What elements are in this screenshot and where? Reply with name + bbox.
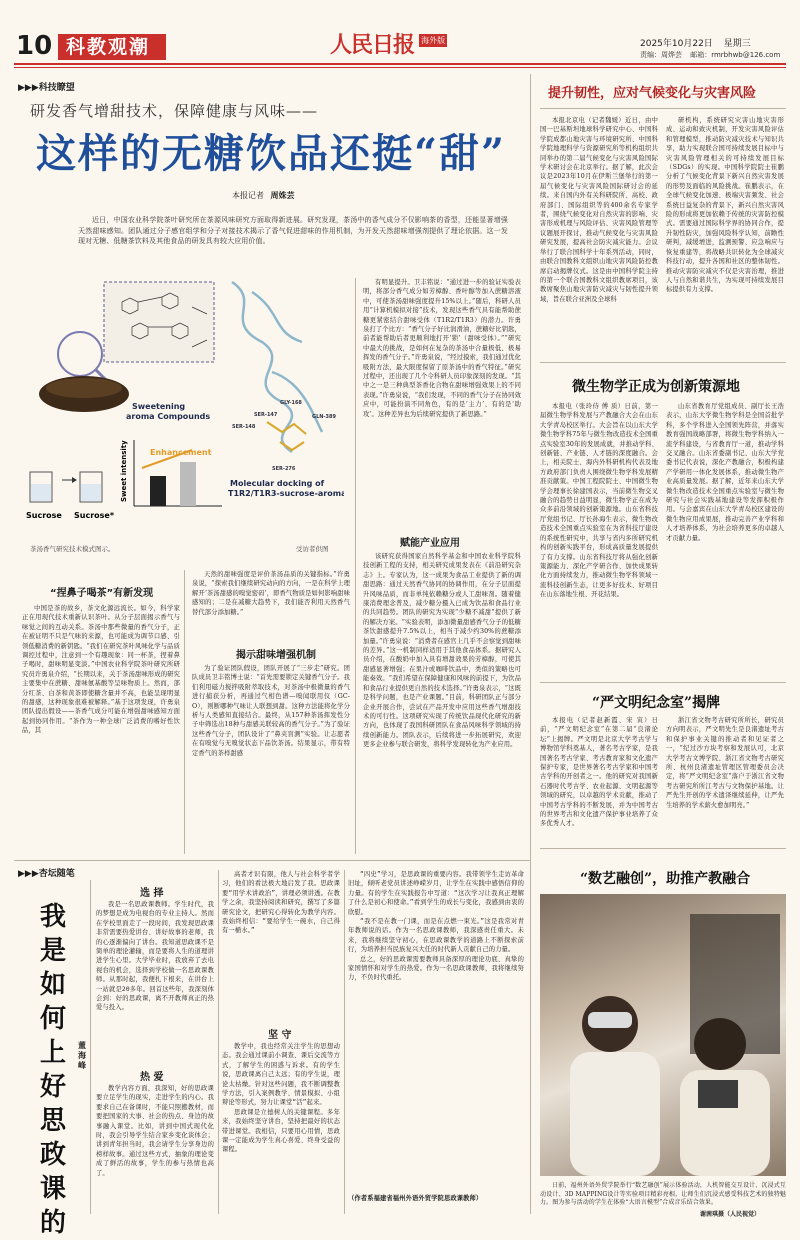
person-left-body — [570, 1052, 660, 1176]
article3-col-a: 本报电（记者赵新霞、宋 寅）日前，“严文明纪念室”在第二届“良渚论坛”上揭牌。严文明是北京大学考古学与博物馆学科奠基人，著名考古学家，是我国著名考古学家、考古教育家和文化遗产保护专家，是世界著名考古学家和中国考古学科的开创者之一。他的研究对我国新石器时代考古学、农业起源、文明起源等领域的研究，以卓越的学术贡献，推动了中国考古学科的不断发展，并为中国考古的世界考古和文化遗产保护事业培养了众多优秀人才。 — [540, 717, 658, 828]
label-sucrose: Sucrose — [26, 511, 62, 520]
figure-caption: 茶汤香气研究技术模式图示。 — [30, 545, 115, 553]
logo — [330, 28, 447, 59]
figure-credit: 受访者供图 — [296, 545, 329, 553]
label-sweet-intensity: Sweet intensity — [120, 440, 128, 502]
tablet-device — [698, 1080, 738, 1108]
editor: 责编：周烨芸 — [640, 51, 682, 59]
email: 邮箱：rmrbhwb@126.com — [690, 51, 781, 59]
residue-gly168: GLY-168 — [280, 400, 302, 406]
article2-col-b: 山东省教育厅党组成员、副厅长王浩表示，山东大学微生物学科是全国首批学科，多个学科进入全国领先阵营，并落实教育强国战略部署，将微生物学科纳入一流学科建设，与省教育厅一道，推动学科交叉融合。山东省委副书记、山东大学党委书记代表说，深化产教融合，积极构建产学研用一体化发展体系，推动微生物产业高质量发展。据了解，近年来山东大学微生物改造技术全国重点实验室与微生物研究与社会实践基地建设等发挥积极作用。与会嘉宾在山东大学青岛校区建设的微生物应用成果展，推动完善产业学科和人才培养体系，为社会培养更多的卓越人才贡献力量。 — [666, 403, 784, 542]
kicker: 研发香气增甜技术，保障健康与风味—— — [30, 102, 319, 120]
label-docking: Molecular docking of — [230, 479, 325, 488]
subhead-redai: 热 爱 — [140, 1072, 164, 1083]
article1-col-a: 本报北京电（记者魏媛）近日，由中国一巴基斯坦地球科学研究中心、中国科学院成都山地灾害与环境研究所、中国科学院地理科学与资源研究所等机构组织共同举办的第二届气候变化与灾害风险国际学术研讨会在北京举行。据了解，此次会议是2023年10月在伊斯兰堡举行的第一届气候变化与灾害风险国际研讨会的延续。来自国内外有关科研院所、高校、政府部门、国际组织等的400余名专家学者，围绕气候变化对自然灾害的影响、灾害形成机理与风险评估、灾害风险管理等议题展开探讨，推动气候变化与灾害风险研究发展，提高社会防灾减灾能力。会议举行了联合国科学十年系列活动，同时，由联合国教科文组织山地灾害风险防控教席启动揭牌仪式。这是由中国科学院主持的第一个联合国教科文组织教席项目，该教席聚焦山地灾害防灾减灾与韧性提升领域，旨在联合亚洲及全球科 — [540, 117, 658, 303]
date: 2025年10月22日 — [640, 39, 713, 49]
essay-col-2: 高者才识有限，他人与社会科学者学习，他们的看法极大地启发了我。思政课要“用学术讲政治”，讲理必须讲透。在教学之余，我坚持阅读和研究，撰写了多篇研究论文，把研究心得转化为教学内容。我始终相信：“要给学生一碗水，自己得有一桶水。” — [222, 871, 340, 935]
subhead-jianshou: 坚 守 — [268, 1030, 292, 1041]
essay-signature: （作者系福建省福州外语外贸学院思政课教师） — [348, 1195, 483, 1202]
essay-col-3: “四史”学习，是思政课的重要内容。我带领学生走访革命旧址，倾听老党员讲述峥嵘岁月，让学生在实践中感悟信仰的力量。有的学生在实践报告中写道：“这次学习让我真正理解了什么是初心和使命。”看到学生的成长与变化，我感到由衷的欣慰。 “我不是在教一门课，而是在点燃一束光。”这是我常对青年教师说的话。作为一名思政课教师，我深感责任重大。未来，我将继续坚守初心，在思政课教学的道路上不断探索前行，为培养担当民族复兴大任的时代新人贡献自己的力量。 总之，好的思政课需要教师具备深厚的理论功底、真挚的家国情怀和对学生的热爱。作为一名思政课教师，我将继续努力，不负时代重托。 — [348, 871, 524, 982]
residue-gln389: GLN-389 — [312, 414, 336, 420]
column-tag: ▶▶▶科技瞭望 — [18, 83, 75, 93]
lead-col3: 有明显提升。卫丰铭说：“通过进一步的验证实验表明，将部分香气成分如芳樟醇、香叶醇等加入蔗糖溶液中，可使茶汤甜味强度提升15%以上。”随后，科研人员用“计算机模拟对接”技术，发现这些香气具有能帮助蔗糖更紧密结合甜味受体（T1R2/T1R3）的潜力。许勇泉打了个比方：“香气分子好比润滑油，蔗糖好比钥匙，前者能帮助后者更顺利地打开‘锁’（甜味受体）。”“研究中最大的挑战，是如何在复杂的茶汤中合量极低、极易挥发的香气分子。”许勇泉说，“经过摸索，我们通过优化吸附方法，最大限度保留了原茶汤中的香气特征。”研究过程中，还出现了几个令科研人员印象深刻的发现。“其中之一是三种典型茶香化合物在甜味增强效果上的不同表现。”许勇泉说，“我们发现，不同的香气分子在协同效应中，可能扮演不同角色，有的是‘主力’、有的是‘助攻’。这种差异也为后续研究提供了新思路。” — [363, 279, 521, 418]
lead-col2-bottom: 为了验证团队假设，团队开展了“三步走”研究。团队成员卫丰铭博士说：“首先需要锁定关键香气分子。我们利用磁力搅拌吸附萃取技术，对茶汤中极微量的香气进行捕获分析，再通过气相色谱—嗅闻联用仪（GC-O），则断哪种气味让人联想到甜。这种方法能将化学分析与人类感知直接结合。最终，从157种茶汤挥发性分子中筛选出18种与甜感关联较高的香气分子。”为了验证这些香气分子，团队设计了“鼻夹盲测”实验。让志愿者在有嗅觉与无嗅觉状态下品饮茶汤。结果显示，带有特定香气的茶样甜感 — [192, 665, 350, 757]
residue-ser148: SER-148 — [232, 424, 256, 430]
magnifier-icon — [58, 332, 102, 376]
article1-title: 提升韧性，应对气候变化与灾害风险 — [548, 86, 757, 101]
article4-caption: 日前，福州外语外贸学院举行“数艺融创”展示体验活动，人机智能交互设计、沉浸式互动设计、3D MAPPING设计等实验项目精彩亮相，让师生们沉浸式感受科技艺术的独特魅力。图为参与活动的学生在体验“大语言模型”合成音乐结合效果。 — [540, 1182, 786, 1207]
svg-text:T1R2/T1R3-sucrose-aroma: T1R2/T1R3-sucrose-aroma — [228, 489, 344, 498]
subhead-xuanze: 选 择 — [140, 888, 164, 899]
residue-ser147: SER-147 — [254, 412, 278, 418]
label-sweetening: Sweetening — [132, 402, 186, 411]
byline: 本报记者 — [232, 191, 264, 200]
article3-title: “严文明纪念室”揭牌 — [592, 695, 721, 711]
article2-col-a: 本报电（张玲侍 傅 质）日前，第一届微生物学科发展与产教融合大会在山东大学青岛校区举行。大会旨在以山东大学微生物学科75年与微生物改造技术全国重点实验室30年的发展成就，并推动学科、创新链、产业链、人才链的深度融合。会上，相关院士、海内外科研机构代表及地方政府部门负责人围绕微生物学科发展精准贡献策。中国工程院院士、中国微生物学会理事长徐建国表示，当前微生物交叉融合的趋势日益明显，微生物学正在成为众多前沿领域的创新策源地。山东省科技厅党组书记、厅长孙海生表示，微生物改造技术全国重点实验室在为省科技厅建设的系统性研究中，共享与省内多所研究机构的创新实践平台，形成高质量发展提供了有力支撑。山东省科技厅将从强化创新策源能力、深化产学研合作、加快成果转化方面持续发力，推动微生物学科领域一流科技创新生态，让更多好技术、好项目在山东落地生根、开花结果。 — [540, 403, 658, 599]
weekday: 星期三 — [723, 39, 751, 49]
label-sucrose-star: Sucrose* — [74, 511, 115, 520]
essay-col-2b: 教学中，我也经常关注学生的思想动态。我会通过课前小调查、课后交流等方式，了解学生的困惑与诉求。有的学生说，思政课离自己太远；有的学生说，理论太枯燥。针对这些问题，我不断调整教学方法，引入案例教学、情景模拟、小组辩论等形式，努力让课堂“活”起来。 思政课是立德树人的关键课程。多年来，我始终坚守讲台，坚持把最好的状态带进课堂。我相信，只要用心用情，思政课一定能成为学生真心喜爱、终身受益的课程。 — [222, 1043, 340, 1154]
lead-intro: 近日，中国农业科学院茶叶研究所在茶源风味研究方面取得新进展。研究发现，茶汤中的香气成分不仅影响茶的香型，还能显著增强天然甜味感知。团队通过分子感官组学和分子对接技术揭示了香气促进甜味的作用机制，为开发天然甜味增强剂提供了理论依据。这一发现对无糖、低糖茶饮料及其他食品的研发具有较大应用价值。 — [78, 216, 508, 245]
byline-name: 周姝芸 — [270, 191, 295, 200]
bar-sucrose — [150, 476, 166, 506]
lead-col2-top: 天然的甜味强度是评价茶汤品质的关键指标。”许勇泉说，“探索我们继续研究动向的方向，一是在科学上理解开‘茶汤甜感的嗅觉密码’，即香气物质是如何影响甜味感知的；二是在减糖大趋势下，我们能否利用天然香气替代部分添加糖。” — [192, 571, 350, 616]
subhead-2: 揭示甜味增强机制 — [236, 650, 316, 661]
essay-author: 董海峰 — [78, 1040, 86, 1070]
header-rule — [14, 63, 786, 65]
vr-headset — [588, 1012, 632, 1028]
header-rule-thin — [14, 67, 786, 68]
article2-title: 微生物学正成为创新策源地 — [572, 379, 740, 395]
article4-credit: 谢茜琪摄（人民视觉） — [700, 1211, 761, 1218]
headline: 这样的无糖饮品还挺“甜” — [36, 130, 507, 177]
logo-sub: 海外版 — [421, 36, 446, 45]
figure-diagram — [22, 272, 344, 526]
subhead-1: “捏鼻子喝茶”有新发现 — [50, 588, 154, 599]
essay-col-1: 我是一名思政课教师。学生时代，我的梦想是成为电视台的专业主持人。然而在学校里面走了一段时间，我发现思政课非常需要热爱讲台、讲好故事的老师，我的心逐渐偏向了讲台。我知道思政课不是简单的理论灌输，而是要将人生的道理讲进学生心里。大学毕业时，我放弃了去电视台的机会，选择到学校做一名思政课教师。从那时起，我便扎下根来，在讲台上一站就是20多年。回首这些年，我深刻体会到：好的思政课，离不开教师真正的热爱与投入。 — [96, 901, 214, 1012]
essay-vertical-title: 我是如何上好思政课的 — [40, 902, 67, 1238]
article3-col-b: 浙江省文物考古研究所所长，研究员方向明表示，严文明先生是良渚遗址考古和保护事业关键的推动者和见证者之一，“纪过沙方块考察和发展认可，北京大学考古文博学院、浙江省文物考古研究所、杭州良渚遗址管理区管理委员会决定，将“严文明纪念室”落户于浙江省文物考古研究所所江考古与文物保护基地。让严先生开创的学术遗泽继续延伸，让严先生培养的学术薪火愈加明亮。” — [666, 717, 784, 809]
lead-col1: 中国是茶的故乡，茶文化源远流长。如今，科学家正在用现代技术重新认识茶叶。从分子层面揭示香气与味觉之间的互动关系。茶汤中那些微量的香气分子，正在被证明不只是气味的来源，也可能成为调节口感、引领低糖消费的新钥匙。“我们在研究茶叶风味化学与品质调控过程中，注意到一个有趣现象：同一杯茶，捏着鼻子喝时，甜味明显变淡。”中国农业科学院茶叶研究所研究员许勇泉介绍，“长期以来，关于茶汤甜味形成的研究主要集中在蔗糖、甜味氨基酸等呈味物质上。然而，部分红茶、白茶和黄茶即使糖含量并不高，也能呈现明显的甜感，这种现象很难被解释。”基于这项发现，许勇泉团队提出假设——茶香气成分可能在增强甜味感知方面起到协同作用。“茶作为一种全球广泛消费的嗜好性饮品，其 — [22, 605, 180, 735]
essay-column-tag: ▶▶▶杏坛随笔 — [18, 869, 75, 879]
figure — [22, 272, 344, 526]
svg-text:aroma Compounds: aroma Compounds — [126, 412, 211, 421]
logo-main: 人民日报 — [330, 32, 415, 58]
page-number: 10 — [16, 31, 53, 61]
person-right-head — [694, 1018, 746, 1070]
photo-illustration — [540, 894, 786, 1176]
article4-photo — [540, 894, 786, 1176]
lead-col3b: 该研究获得国家自然科学基金和中国农业科学院科技创新工程的支持，相关研究成果发表在《前沿研究杂志》上。专家认为，这一成果为食品工业提供了新的调甜思路：通过天然香气协同的协调作用，在分子层面提升风味品质，而非单纯依赖糖分或人工甜味剂。随着健康消费理念普及，减少糖分摄入已成为饮品和食品行业的共同趋势。团队的研究为实现“少糖不减甜”提供了新的解决方案。“实验表明，添加微量甜感香气分子的低糖茶饮甜感提升7.5%以上，相当于减少约30%的蔗糖添加量。”许勇泉说：“消费者在感官上几乎不会察觉到甜味的差异。”这一机制同样适用于其他食品体系。据研究人员介绍，在酸奶中加入具有增甜效果的芳樟醇，可使其甜感显著增强；在果汁或咖啡饮品中，类似的策略也可能奏效。“我们希望在保障健康和风味的前提下，为饮品和食品行业提供更自然的技术选择。”许勇泉表示，“这既是科学问题，也是产业课题。”目前，科研团队正与部分企业开展合作，尝试在产品开发中应用这些香气增甜技术的可行性。这项研究实现了传统饮品现代化研究的新方向，也体现了我国科研团队在食品风味科学领域的持续创新能力。团队表示，后续将进一步拓展研究，欢迎更多企业参与联合研发，将科学发现转化为产业应用。 — [363, 553, 521, 749]
molecule-panel — [104, 282, 214, 362]
label-enhancement: Enhancement — [150, 448, 212, 457]
article1-col-b: 研机构，系统研究灾害山地灾害形成、运动和致灾机制，开发灾害风险评估和管理模型，推动防灾减灾技术与知识共享，助力实现联合国可持续发展目标中与灾害风险管理相关的可持续发展目标（SDGs）的实现。中国科学院院士崔鹏分析了气候变化背景下新兴自然灾害发展的形势及面临的风险挑战。崔鹏表示，在全球气候变化加速、极端灾害频发、社会系统日益复杂的背景下，新兴自然灾害风险的形成将更加依赖于传统的灾害防控模式。需要通过国际科学界的协同合作，提升韧性防灾，加强风险科学认知，前瞻性研判，减缓增进，监测预警、应急响应与恢复重建等，将战略共识转化为全球减灾科技行动，提升各国和社区的整体韧性。推动灾害防灾减灾不仅是灾害治理，推进人与自然和谐共生，为实现可持续发展目标提供有力支撑。 — [666, 117, 784, 294]
bar-sucrose-star — [180, 462, 196, 506]
residue-ser276: SER-276 — [272, 466, 296, 472]
section-title: 科教观潮 — [66, 36, 151, 58]
subhead-3: 赋能产业应用 — [400, 538, 460, 549]
article4-title: “数艺融创”，助推产教融合 — [580, 871, 751, 887]
essay-col-1b: 教学内容方面，我深知，好的思政课要立足学生的现实，走进学生的内心。我要求自己在备课时，不能只照搬教材，而要把国家的大事、社会的热点、身边的故事融入课堂。比如，讲到中国式现代化时，我会引导学生结合家乡变化谈体会；讲到青年担当时，我会请学生分享身边的榜样故事。通过这些方式，抽象的理论变成了鲜活的故事，学生的参与热情也高了。 — [96, 1085, 214, 1177]
